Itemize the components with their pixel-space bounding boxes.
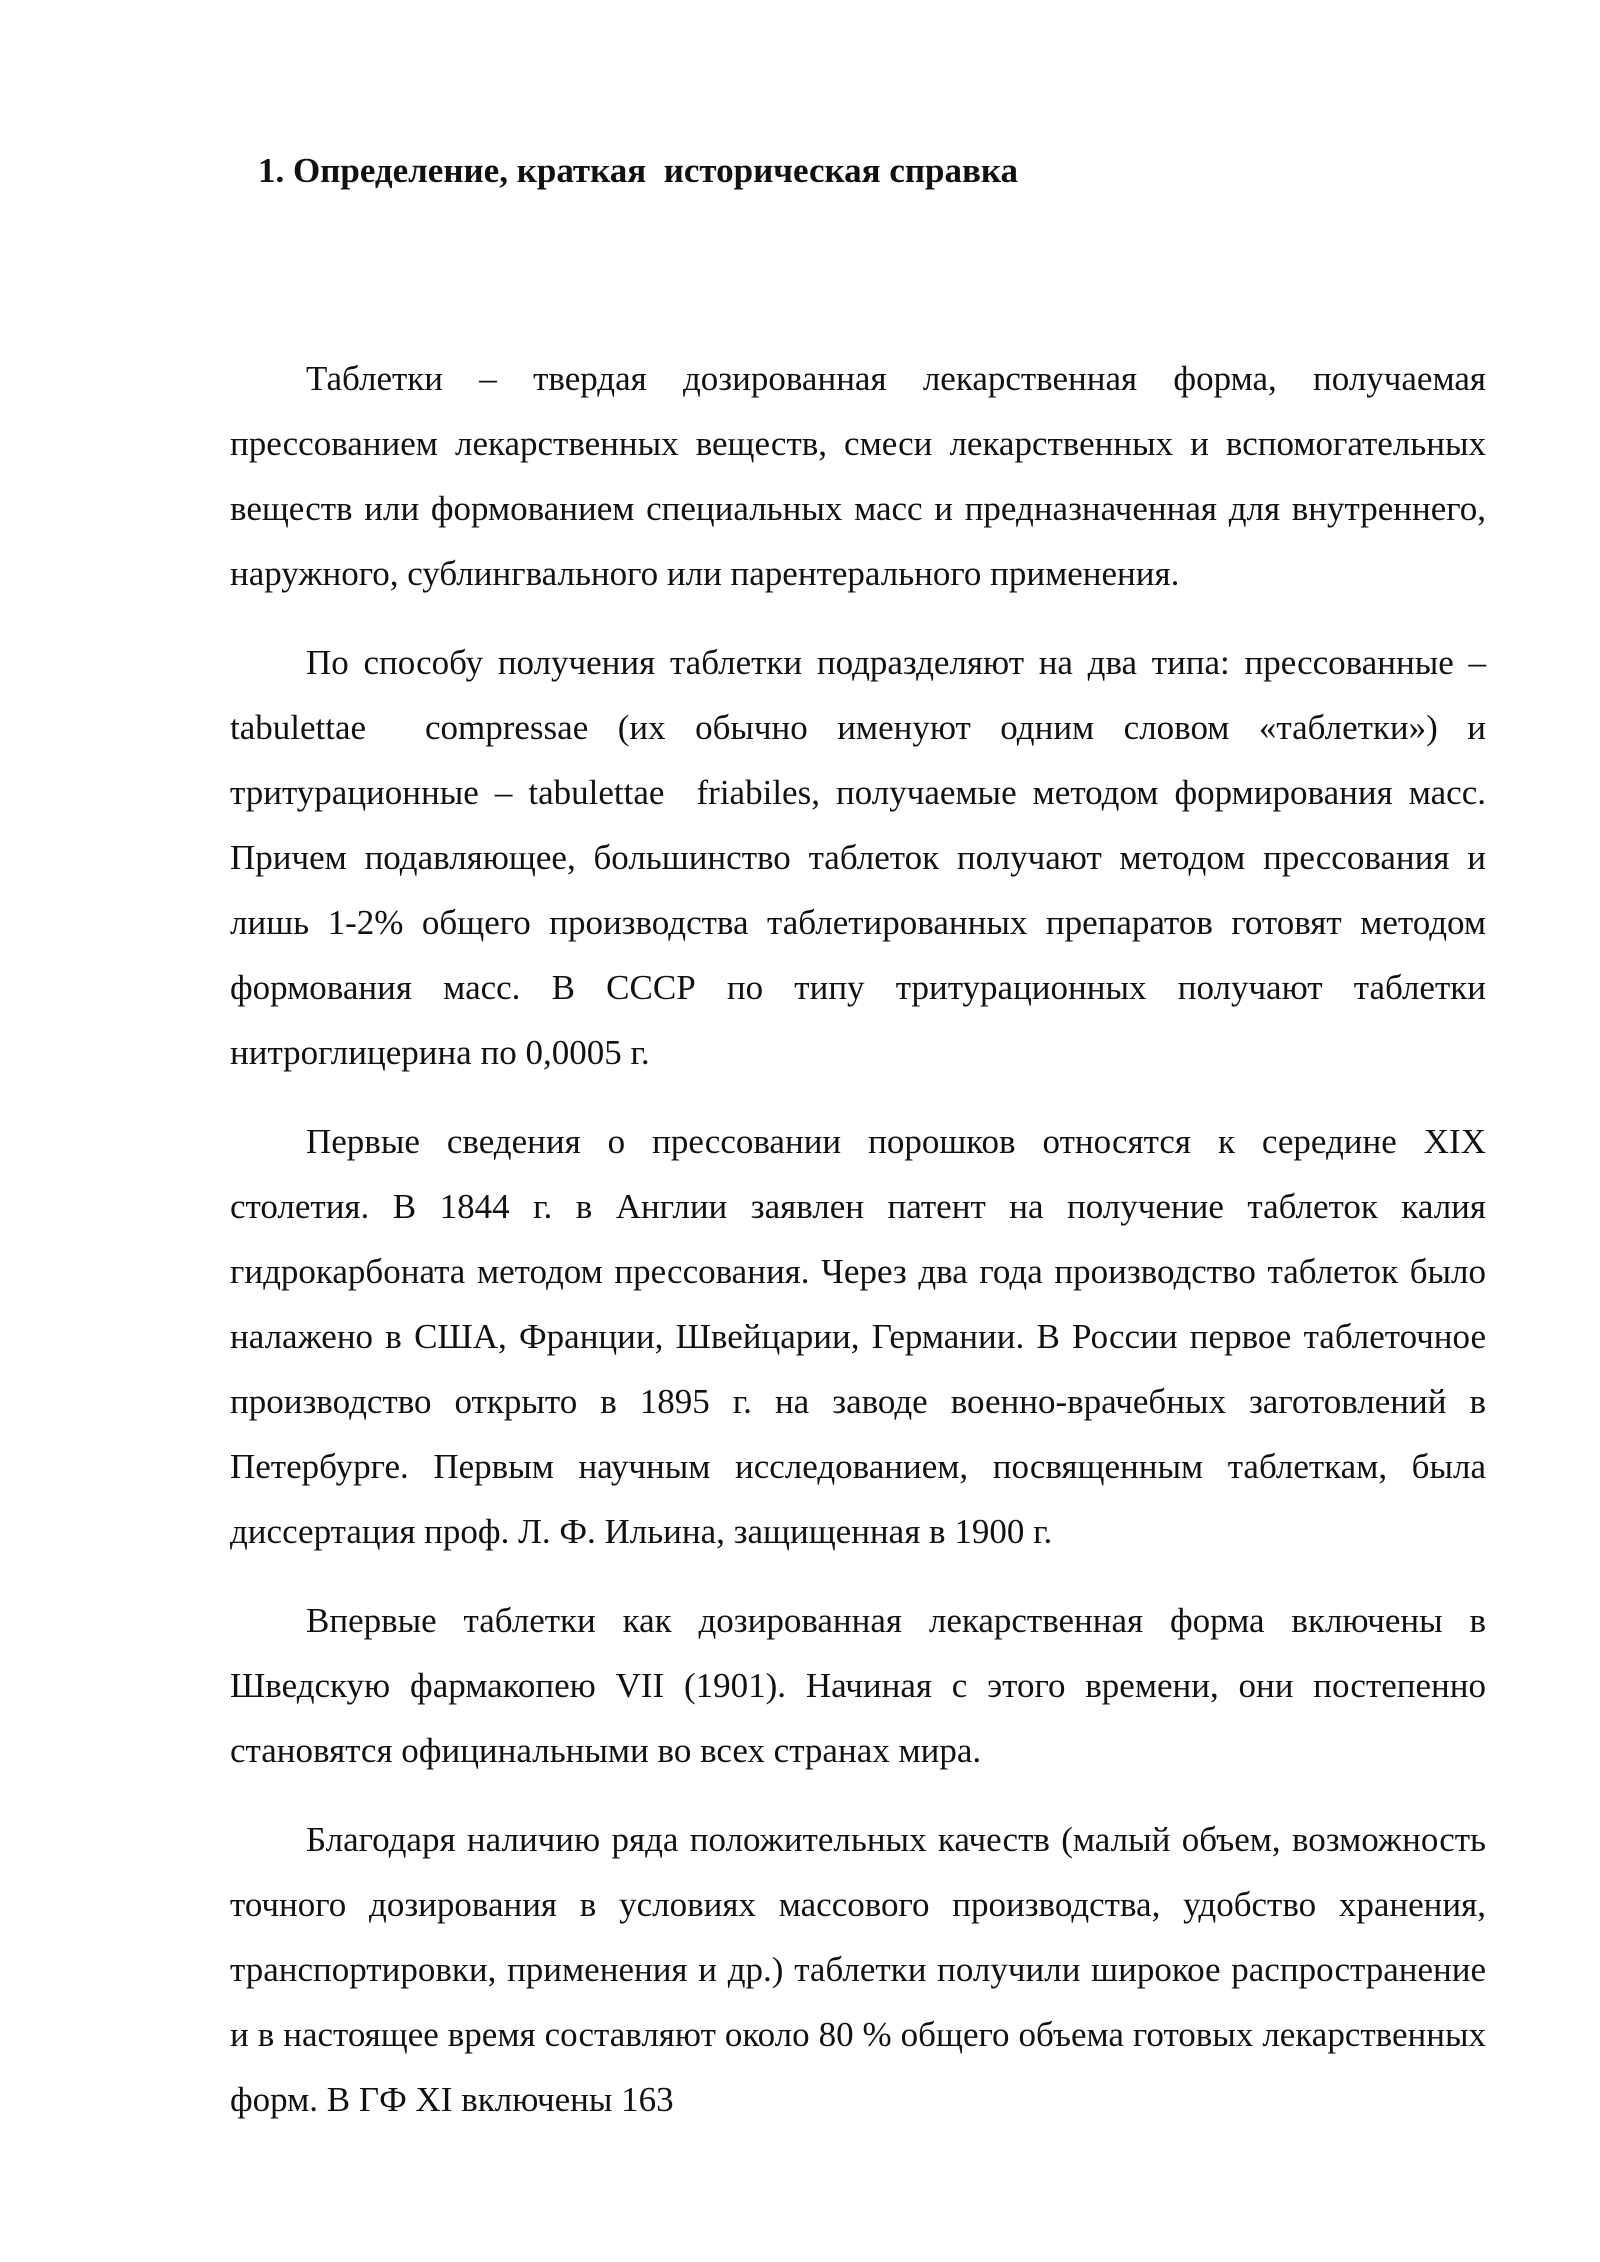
paragraph-types: По способу получения таблетки подразделяют на два типа: прессованные – tabulettae compressae (их обычно именуют одним словом «таблетки») и тритурационные – tabulettae friabiles, получаемые методом формирования масс. Причем подавляющее, большинство таблеток получают методом прессования и лишь 1-2% общего производства таблетированных препаратов готовят методом формования масс. В СССР по типу тритурационных получают таблетки нитроглицерина по 0,0005 г.	[230, 643, 1495, 1072]
paragraph-pharmacopoeia: Впервые таблетки как дозированная лекарственная форма включены в Шведскую фармакопею VII (1901). Начиная с этого времени, они постепенно становятся официнальными во всех странах мира.	[230, 1601, 1495, 1770]
body-text	[230, 346, 1495, 2156]
paragraph-definition: Таблетки – твердая дозированная лекарственная форма, получаемая прессованием лекарственных веществ, смеси лекарственных и вспомогательных веществ или формованием специальных масс и предназначенная для внутреннего, наружного, сублингвального или парентерального применения.	[230, 359, 1495, 593]
paragraph-history: Первые сведения о прессовании порошков относятся к середине XIX столетия. В 1844 г. в Англии заявлен патент на получение таблеток калия гидрокарбоната методом прессования. Через два года производство таблеток было налажено в США, Франции, Швейцарии, Германии. В России первое таблеточное производство открыто в 1895 г. на заводе военно-врачебных заготовлений в Петербурге. Первым научным исследованием, посвященным таблеткам, была диссертация проф. Л. Ф. Ильина, защищенная в 1900 г.	[230, 1122, 1495, 1551]
section-heading: 1. Определение, краткая историческая справка	[258, 151, 1019, 190]
paragraph-advantages: Благодаря наличию ряда положительных качеств (малый объем, возможность точного дозирования в условиях массового производства, удобство хранения, транспортировки, применения и др.) таблетки получили широкое распространение и в настоящее время составляют около 80 % общего объема готовых лекарственных форм. В ГФ XI включены 163	[230, 1820, 1495, 2119]
